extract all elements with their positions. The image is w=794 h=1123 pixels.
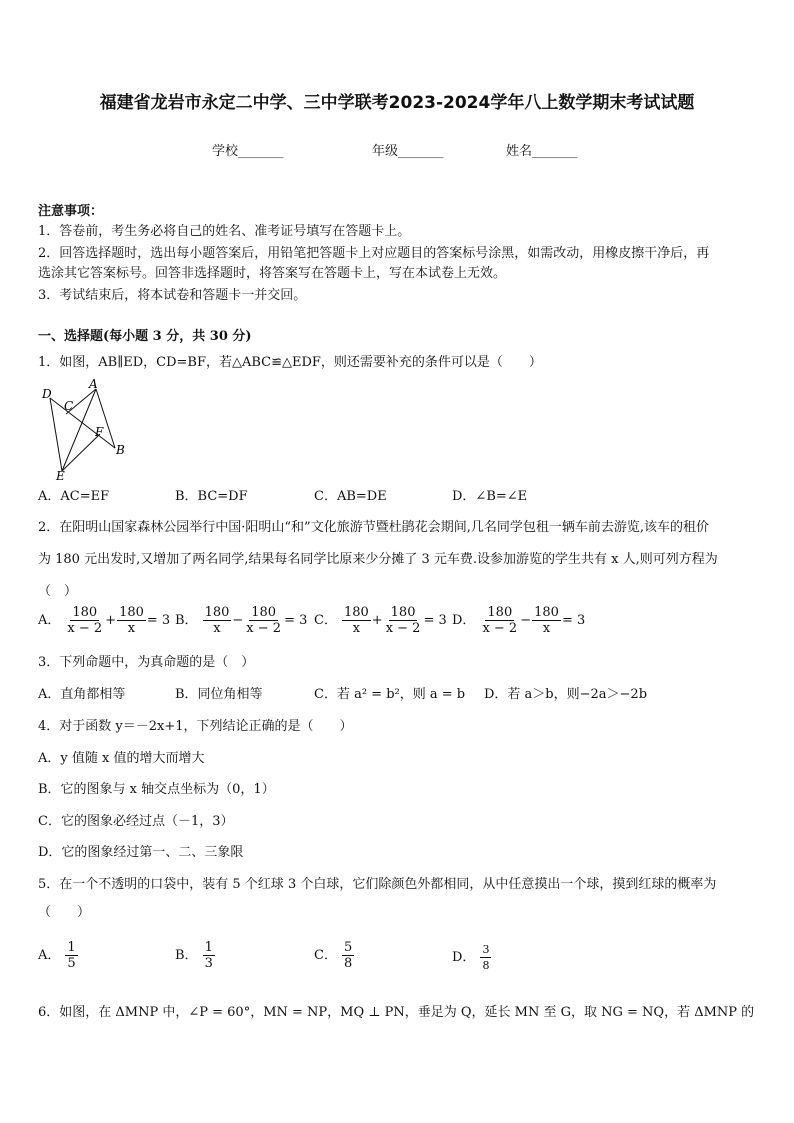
label-D: D (42, 387, 52, 401)
q1-option-b: B．BC=DF (175, 489, 248, 504)
q5-line-2: （ ） (38, 905, 91, 920)
label-E: E (56, 469, 65, 483)
q4-option-b: B．它的图象与 x 轴交点坐标为（0，1） (38, 782, 275, 797)
q2-line-3: （ ） (38, 584, 78, 599)
q2-line-2: 为 180 元出发时,又增加了两名同学,结果每名同学比原来少分摊了 3 元车费.设参加游览的学生共有 x 人,则可列方程为 (38, 552, 718, 567)
section-heading: 一、选择题(每小题 3 分，共 30 分) (38, 329, 252, 344)
q1-option-d: D．∠B=∠E (452, 489, 528, 504)
label-F: F (95, 425, 104, 439)
label-B: B (116, 443, 125, 457)
notes-heading: 注意事项： (38, 204, 104, 219)
label-C: C (64, 399, 74, 413)
q1-stem: 1．如图，AB∥ED，CD=BF，若△ABC≌△EDF，则还需要补充的条件可以是（ ） (38, 355, 542, 370)
q3-option-b: B．同位角相等 (175, 687, 263, 702)
q4-option-c: C．它的图象必经过点（－1，3） (38, 814, 234, 829)
grade-field: 年级_______ (372, 144, 444, 159)
note-1: 1．答卷前，考生务必将自己的姓名、准考证号填写在答题卡上。 (38, 224, 411, 239)
note-2a: 2．回答选择题时，选出每小题答案后，用铅笔把答题卡上对应题目的答案标号涂黑，如需改动，用橡皮擦干净后，再 (38, 246, 710, 261)
q2-line-1: 2．在阳明山国家森林公园举行中国·阳明山“和”文化旅游节暨杜鹃花会期间,几名同学包租一辆车前去游览,该车的租价 (38, 520, 709, 535)
q5-option-a: A． $\frac{1}{5}$ (38, 940, 76, 971)
q2-option-a: A． $\frac{180}{x - 2}$ + $\frac{180}{x}$ = 3 (38, 605, 171, 636)
note-3: 3．考试结束后，将本试卷和答题卡一并交回。 (38, 288, 307, 303)
note-2b: 选涂其它答案标号。回答非选择题时，将答案写在答题卡上，写在本试卷上无效。 (38, 266, 507, 281)
school-field: 学校_______ (212, 144, 284, 159)
q5-option-b: B． $\frac{1}{3}$ (175, 940, 213, 971)
q2-option-c: C． $\frac{180}{x}$ + $\frac{180}{x - 2}$ = 3 (314, 605, 447, 636)
q4-option-d: D．它的图象经过第一、二、三象限 (38, 845, 244, 860)
q1-option-a: A．AC=EF (38, 489, 110, 504)
q3-option-a: A．直角都相等 (38, 687, 126, 702)
q4-option-a: A．y 值随 x 值的增大而增大 (38, 751, 205, 766)
q6-line-1: 6．如图，在 ΔMNP 中，∠P = 60°，MN = NP，MQ ⊥ PN，垂足为 Q，延长 MN 至 G，取 NG = NQ，若 ΔMNP 的 (38, 1005, 755, 1020)
q5-option-c: C． $\frac{5}{8}$ (314, 940, 353, 971)
page-title: 福建省龙岩市永定二中学、三中学联考2023-2024学年八上数学期末考试试题 (99, 93, 695, 113)
q4-stem: 4．对于函数 y＝－2x+1，下列结论正确的是（ ） (38, 719, 353, 734)
q2-option-d: D． $\frac{180}{x - 2}$ − $\frac{180}{x}$ = 3 (452, 605, 586, 636)
q3-option-c: C．若 a² = b²，则 a = b (314, 687, 466, 702)
q3-option-d: D．若 a＞b，则−2a＞−2b (484, 687, 648, 702)
q3-stem: 3．下列命题中，为真命题的是（ ） (38, 655, 255, 670)
label-A: A (89, 377, 98, 391)
q2-option-b: B． $\frac{180}{x}$ − $\frac{180}{x - 2}$ = 3 (175, 605, 308, 636)
name-field: 姓名_______ (506, 144, 578, 159)
q1-option-c: C．AB=DE (314, 489, 387, 504)
q5-line-1: 5．在一个不透明的口袋中，装有 5 个红球 3 个白球，它们除颜色外都相同，从中任意摸出一个球，摸到红球的概率为 (38, 877, 717, 892)
q5-option-d: D． $\frac{3}{8}$ (452, 943, 490, 972)
q1-figure (38, 376, 138, 484)
